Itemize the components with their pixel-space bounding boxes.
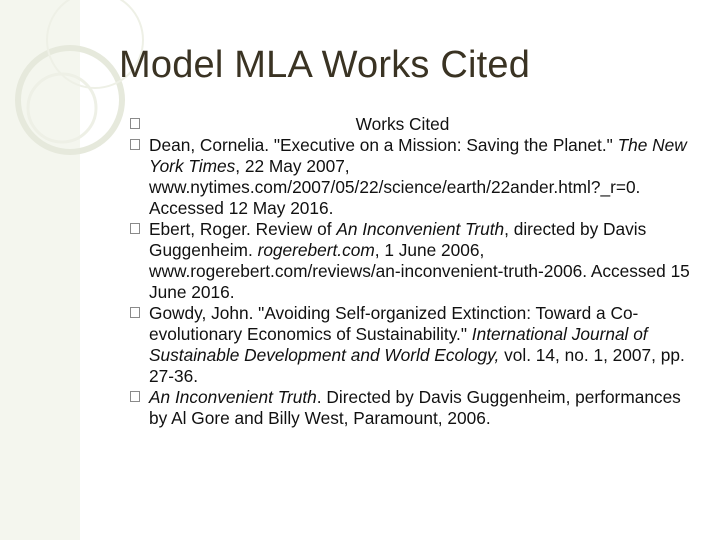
citation-segment-italic: The New York Times	[149, 135, 687, 176]
bullet-icon	[130, 391, 140, 402]
citation-segment-italic: International Journal of Sustainable Development and World Ecology,	[149, 324, 648, 365]
citation-segment: . Directed by Davis Guggenheim, performances by Al Gore and Billy West, Paramount, 2006.	[149, 387, 681, 428]
bullet-icon	[130, 307, 140, 318]
citation-entry	[130, 135, 696, 219]
citation-segment: Dean, Cornelia. "Executive on a Mission: Saving the Planet."	[149, 135, 618, 155]
citation-segment: vol. 14, no. 1, 2007, pp. 27-36.	[149, 345, 685, 386]
bullet-icon	[130, 118, 140, 129]
citation-segment: , directed by Davis Guggenheim.	[149, 219, 647, 260]
works-cited-heading	[130, 114, 696, 135]
citation-segment: , 22 May 2007, www.nytimes.com/2007/05/22/science/earth/22ander.html?_r=0. Accessed 12 May 2016.	[149, 156, 641, 218]
bullet-icon	[130, 223, 140, 234]
citation-segment-italic: An Inconvenient Truth	[149, 387, 317, 407]
citation-segment: Ebert, Roger. Review of	[149, 219, 337, 239]
citation-segment: , 1 June 2006, www.rogerebert.com/reviews/an-inconvenient-truth-2006. Accessed 15 June 2016.	[149, 240, 690, 302]
works-cited-list	[130, 114, 696, 429]
slide-title: Model MLA Works Cited	[119, 44, 531, 86]
citation-segment: Gowdy, John. "Avoiding Self-organized Extinction: Toward a Co-evolutionary Economics of Sustainability."	[149, 303, 639, 344]
citation-segment-italic: An Inconvenient Truth	[336, 219, 505, 239]
works-cited-heading-text: Works Cited	[355, 114, 450, 134]
citation-entry	[130, 219, 696, 303]
citation-entry	[130, 303, 696, 387]
citation-segment-italic: rogerebert.com	[257, 240, 375, 260]
citation-entry	[130, 387, 696, 429]
bullet-icon	[130, 139, 140, 150]
